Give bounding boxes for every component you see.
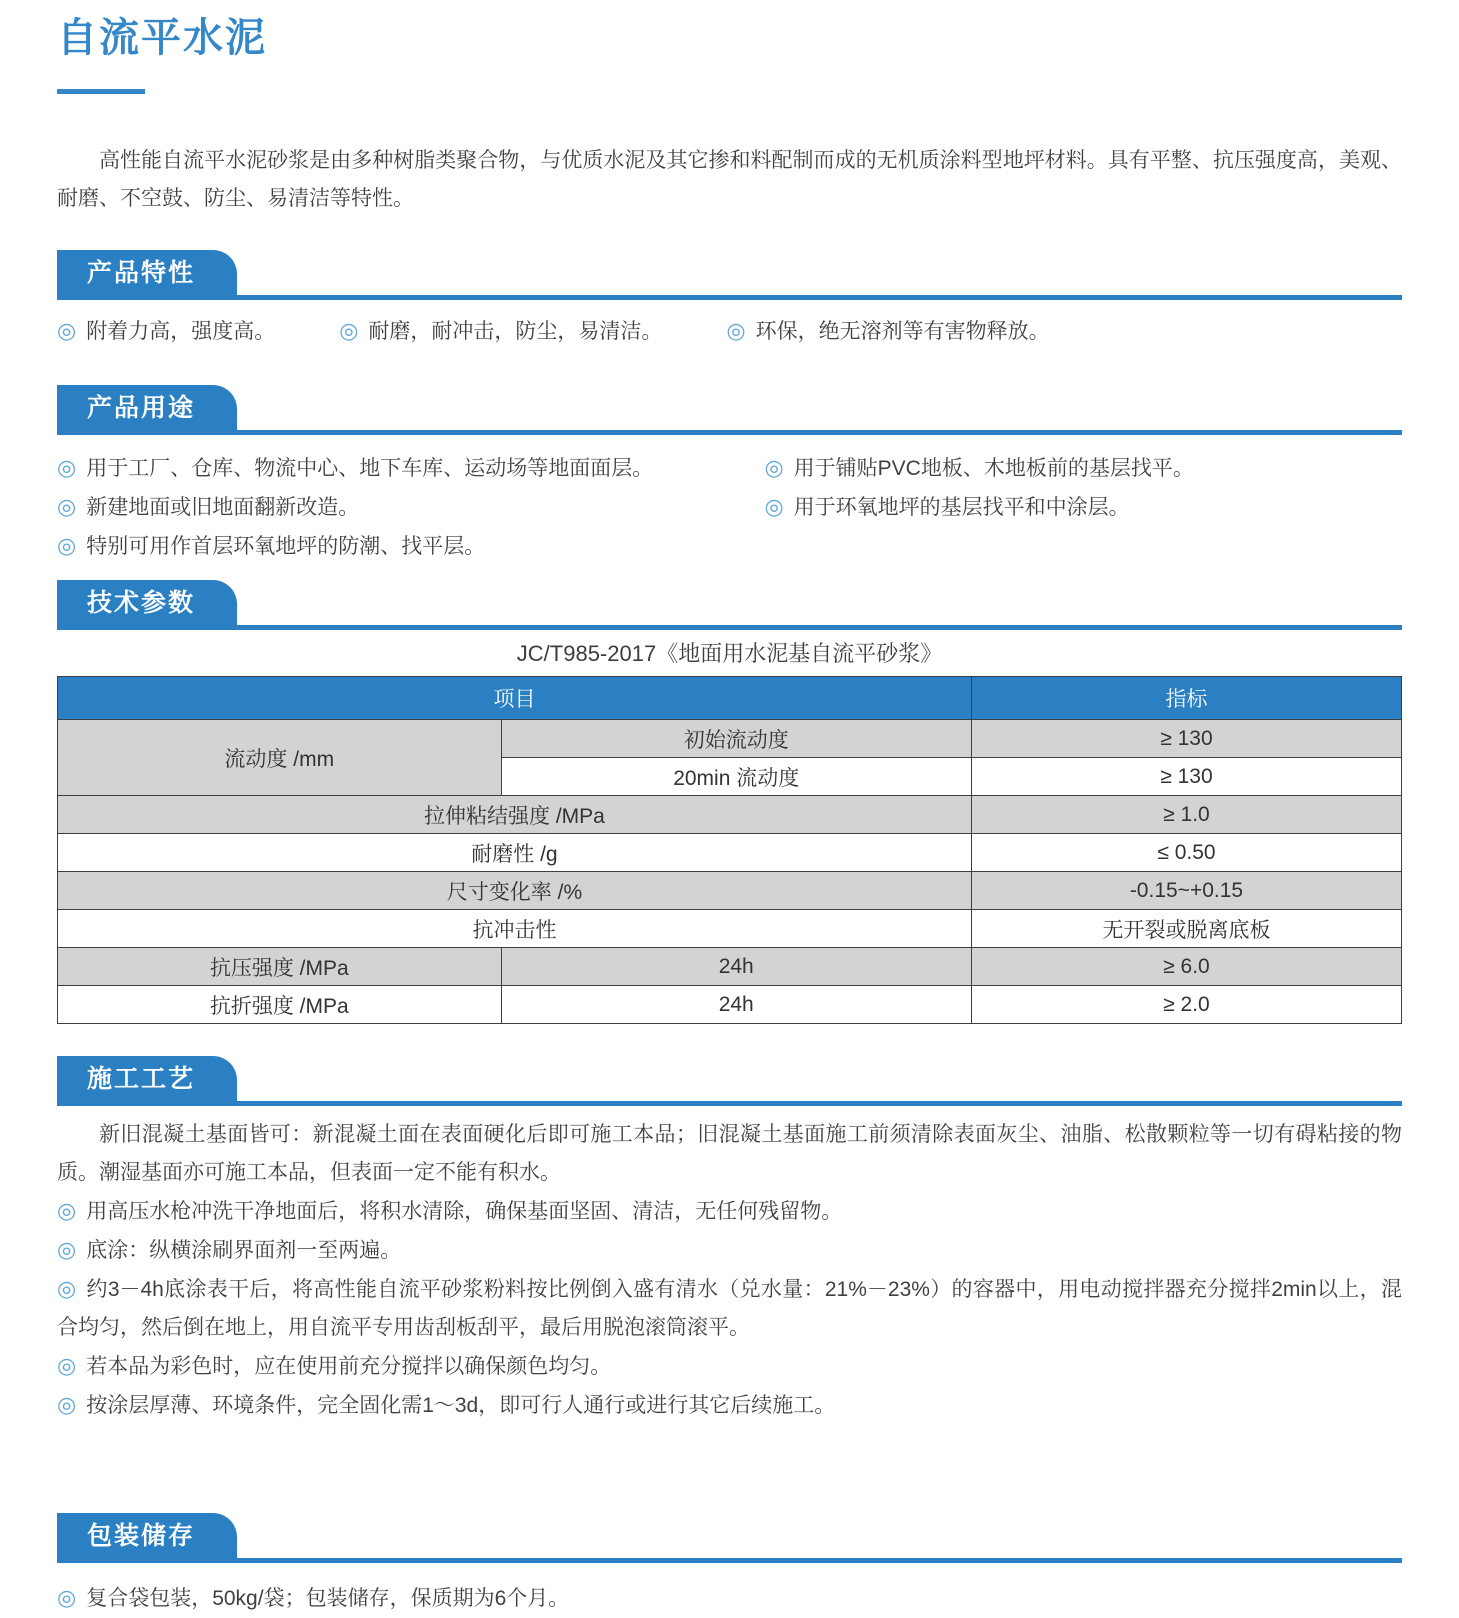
bullseye-bullet-icon: ◎: [57, 1585, 77, 1610]
bullseye-bullet-icon: ◎: [57, 533, 77, 558]
table-cell: 抗冲击性: [58, 910, 972, 948]
uses-left-column: [57, 449, 764, 566]
table-row: [58, 720, 1402, 758]
use-text: 用于工厂、仓库、物流中心、地下车库、运动场等地面面层。: [86, 457, 654, 480]
bullseye-bullet-icon: ◎: [339, 318, 359, 343]
use-text: 特别可用作首层环氧地坪的防潮、找平层。: [86, 535, 486, 558]
bullseye-bullet-icon: ◎: [57, 494, 77, 519]
bullseye-bullet-icon: ◎: [764, 455, 784, 480]
table-cell: 抗折强度 /MPa: [58, 986, 502, 1024]
list-item: [57, 1386, 1402, 1425]
table-cell: 尺寸变化率 /%: [58, 872, 972, 910]
use-text: 用于环氧地坪的基层找平和中涂层。: [793, 496, 1130, 519]
table-cell: 拉伸粘结强度 /MPa: [58, 796, 972, 834]
list-item: [57, 527, 764, 566]
use-text: 新建地面或旧地面翻新改造。: [86, 496, 360, 519]
table-cell: 抗压强度 /MPa: [58, 948, 502, 986]
process-step-text: 底涂：纵横涂刷界面剂一至两遍。: [86, 1239, 402, 1262]
table-row: [58, 796, 1402, 834]
tech-spec-table: [57, 676, 1402, 1024]
bullseye-bullet-icon: ◎: [57, 1198, 77, 1223]
page-title: 自流平水泥: [57, 16, 267, 60]
list-item: [57, 488, 764, 527]
table-cell: 初始流动度: [501, 720, 971, 758]
table-cell: 24h: [501, 948, 971, 986]
table-row: [58, 834, 1402, 872]
features-list: [57, 312, 1402, 351]
table-cell: ≥ 130: [971, 758, 1401, 796]
table-row: [58, 910, 1402, 948]
table-cell: ≥ 6.0: [971, 948, 1401, 986]
table-row: [58, 986, 1402, 1024]
bullseye-bullet-icon: ◎: [764, 494, 784, 519]
process-step-text: 约3－4h底涂表干后，将高性能自流平砂浆粉料按比例倒入盛有清水（兑水量：21%－23%）的容器中，用电动搅拌器充分搅拌2min以上，混合均匀，然后倒在地上，用自流平专用齿刮板刮平，最后用脱泡滚筒滚平。: [57, 1278, 1402, 1339]
table-header-row: [58, 677, 1402, 720]
packaging-body: [57, 1579, 1402, 1618]
list-item: [57, 1579, 1402, 1618]
list-item: [57, 1270, 1402, 1347]
process-step-text: 按涂层厚薄、环境条件，完全固化需1～3d，即可行人通行或进行其它后续施工。: [86, 1394, 836, 1417]
section-packaging-storage: [57, 1513, 1402, 1618]
table-row: [58, 948, 1402, 986]
use-text: 用于铺贴PVC地板、木地板前的基层找平。: [793, 457, 1194, 480]
table-header-item: 项目: [58, 677, 972, 720]
bullseye-bullet-icon: ◎: [57, 1353, 77, 1378]
title-underline: [57, 89, 145, 94]
table-row: [58, 872, 1402, 910]
list-item: [764, 449, 1402, 488]
packaging-text: 复合袋包装，50kg/袋；包装储存，保质期为6个月。: [86, 1587, 570, 1610]
list-item: [339, 312, 662, 351]
section-construction-process: [57, 1056, 1402, 1425]
section-product-features: [57, 250, 1402, 351]
bullseye-bullet-icon: ◎: [57, 318, 77, 343]
section-tab-uses: 产品用途: [57, 385, 237, 430]
list-item: [57, 1347, 1402, 1386]
process-intro: 新旧混凝土基面皆可：新混凝土面在表面硬化后即可施工本品；旧混凝土基面施工前须清除表面灰尘、油脂、松散颗粒等一切有碍粘接的物质。潮湿基面亦可施工本品，但表面一定不能有积水。: [57, 1123, 1402, 1184]
table-cell: -0.15~+0.15: [971, 872, 1401, 910]
uses-list: [57, 449, 1402, 566]
table-cell: 耐磨性 /g: [58, 834, 972, 872]
list-item: [57, 1231, 1402, 1270]
table-cell: ≥ 130: [971, 720, 1401, 758]
table-cell: ≤ 0.50: [971, 834, 1401, 872]
table-cell: 流动度 /mm: [58, 720, 502, 796]
section-technical-parameters: [57, 580, 1402, 1024]
bullseye-bullet-icon: ◎: [57, 1276, 77, 1301]
section-tab-tech: 技术参数: [57, 580, 237, 625]
feature-text: 附着力高，强度高。: [86, 320, 276, 343]
section-head-uses: [57, 385, 1402, 435]
table-cell: ≥ 1.0: [971, 796, 1401, 834]
section-tab-packaging: 包装储存: [57, 1513, 237, 1558]
table-cell: 24h: [501, 986, 971, 1024]
process-step-text: 用高压水枪冲洗干净地面后，将积水清除，确保基面坚固、清洁，无任何残留物。: [86, 1200, 843, 1223]
bullseye-bullet-icon: ◎: [57, 455, 77, 480]
process-step-text: 若本品为彩色时，应在使用前充分搅拌以确保颜色均匀。: [86, 1355, 612, 1378]
section-product-uses: [57, 385, 1402, 566]
bullseye-bullet-icon: ◎: [57, 1392, 77, 1417]
standard-caption: JC/T985-2017《地面用水泥基自流平砂浆》: [516, 641, 943, 666]
feature-text: 环保，绝无溶剂等有害物释放。: [755, 320, 1050, 343]
section-head-tech: [57, 580, 1402, 630]
feature-text: 耐磨，耐冲击，防尘，易清洁。: [368, 320, 663, 343]
section-head-features: [57, 250, 1402, 300]
section-head-packaging: [57, 1513, 1402, 1563]
list-item: [726, 312, 1049, 351]
intro-paragraph: 高性能自流平水泥砂浆是由多种树脂类聚合物，与优质水泥及其它掺和料配制而成的无机质涂料型地坪材料。具有平整、抗压强度高，美观、耐磨、不空鼓、防尘、易清洁等特性。: [57, 149, 1402, 210]
list-item: [57, 1192, 1402, 1231]
section-head-process: [57, 1056, 1402, 1106]
table-cell: ≥ 2.0: [971, 986, 1401, 1024]
table-header-index: 指标: [971, 677, 1401, 720]
bullseye-bullet-icon: ◎: [726, 318, 746, 343]
section-tab-process: 施工工艺: [57, 1056, 237, 1101]
table-cell: 20min 流动度: [501, 758, 971, 796]
table-cell: 无开裂或脱离底板: [971, 910, 1401, 948]
uses-right-column: [764, 449, 1402, 566]
list-item: [764, 488, 1402, 527]
list-item: [57, 312, 275, 351]
process-body: [57, 1116, 1402, 1425]
section-tab-features: 产品特性: [57, 250, 237, 295]
list-item: [57, 449, 764, 488]
bullseye-bullet-icon: ◎: [57, 1237, 77, 1262]
